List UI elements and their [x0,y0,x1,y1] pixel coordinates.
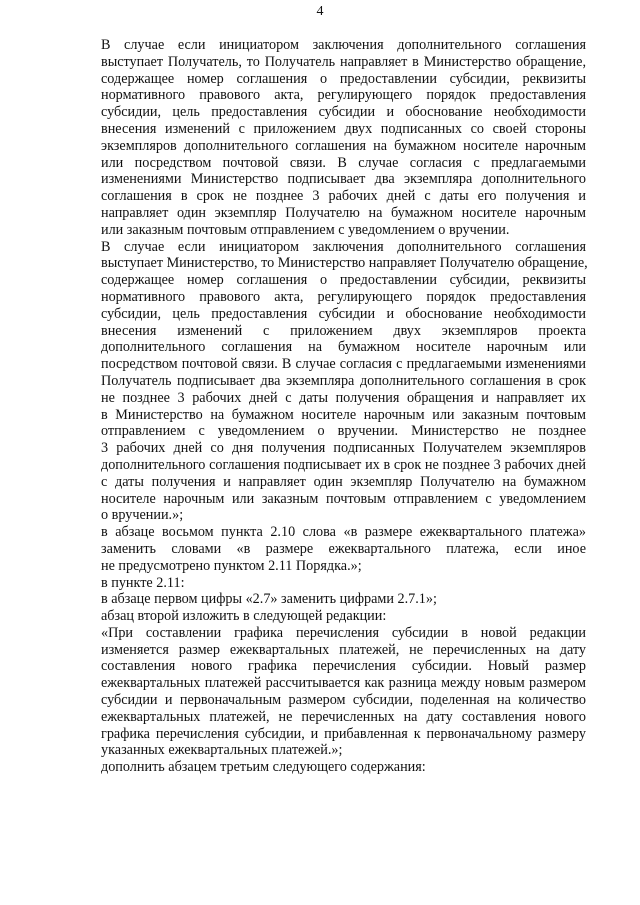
text-line: изменениями Министерство подписывает два экземпляра дополнительного [101,171,586,188]
text-line: в Министерство на бумажном носителе нарочным или заказным почтовым [101,406,586,423]
text-line: внесения изменений с приложением двух подписанных со своей стороны [101,120,586,137]
text-line: «При составлении графика перечисления субсидии в новой редакции [101,624,586,641]
text-line: абзац второй изложить в следующей редакции: [101,608,387,625]
text-line: субсидии, цель предоставления субсидии и обоснование необходимости [101,305,586,322]
text-line: выступает Получатель, то Получатель направляет в Министерство обращение, [101,53,586,70]
text-line: не предусмотрено пунктом 2.11 Порядка.»; [101,557,362,574]
text-line: внесения изменений с приложением двух экземпляров проекта [101,322,586,339]
text-line: соглашения в срок не позднее 3 рабочих дней с даты его получения и [101,188,586,205]
text-line: дополнить абзацем третьим следующего содержания: [101,759,426,776]
text-line: графика перечисления субсидии, и прибавленная к первоначальному размеру [101,725,586,742]
text-line: изменяется размер ежеквартальных платежей, не перечисленных на дату [101,641,586,658]
text-line: в пункте 2.11: [101,574,185,591]
text-line: экземпляров дополнительного соглашения на бумажном носителе нарочным [101,137,586,154]
paragraph [61,37,586,239]
text-line: ежеквартальных платежей, не перечисленных на дату составления нового [101,708,586,725]
text-line: дополнительного соглашения подписывает их в срок не позднее 3 рабочих дней [101,456,586,473]
text-line: В случае если инициатором заключения дополнительного соглашения [101,37,586,53]
text-line: о вручении.»; [101,507,184,524]
text-line: отправлением с уведомлением о вручении. Министерство не позднее [101,423,586,440]
text-line: или посредством почтовой связи. В случае согласия с предлагаемыми [101,154,586,171]
paragraph [61,239,586,525]
text-line: не позднее 3 рабочих дней с даты получения обращения и направляет их [101,389,586,406]
text-line: посредством почтовой связи. В случае согласия с предлагаемыми изменениями [101,356,586,373]
paragraph [61,759,586,776]
paragraph [61,591,586,608]
text-line: с даты получения и направляет один экземпляр Получателю на бумажном [101,473,586,490]
text-line: субсидии, цель предоставления субсидии и обоснование необходимости [101,104,586,121]
paragraph [61,625,586,759]
text-line: нормативного правового акта, регулирующего порядок предоставления [101,87,586,104]
text-line: субсидии и первоначальным размером субсидии, поделенная на количество [101,692,586,709]
paragraph [61,524,586,574]
text-line: ежеквартальных платежей рассчитывается как разница между новым размером [101,675,586,692]
text-line: 3 рабочих дней со дня получения подписанных Получателем экземпляров [101,440,586,457]
paragraph [61,575,586,592]
text-line: или заказным почтовым отправлением с уведомлением о вручении. [101,221,510,238]
text-line: выступает Министерство, то Министерство направляет Получателю обращение, [101,255,588,272]
text-line: в абзаце восьмом пункта 2.10 слова «в размере ежеквартального платежа» [101,524,586,541]
text-line: составления нового графика перечисления субсидии. Новый размер [101,658,586,675]
text-line: содержащее номер соглашения о предоставлении субсидии, реквизиты [101,272,586,289]
text-line: В случае если инициатором заключения дополнительного соглашения [101,238,586,255]
document-body [61,37,586,776]
page-number: 4 [316,4,324,19]
text-line: дополнительного соглашения на бумажном носителе нарочным или [101,339,586,356]
text-line: указанных ежеквартальных платежей.»; [101,742,343,759]
text-line: заменить словами «в размере ежеквартального платежа, если иное [101,540,586,557]
text-line: направляет один экземпляр Получателю на бумажном носителе нарочным [101,204,586,221]
paragraph [61,608,586,625]
text-line: нормативного правового акта, регулирующего порядок предоставления [101,288,586,305]
text-line: носителе нарочным или заказным почтовым отправлением с уведомлением [101,490,586,507]
text-line: Получатель подписывает два экземпляра дополнительного соглашения в срок [101,372,586,389]
text-line: содержащее номер соглашения о предоставлении субсидии, реквизиты [101,70,586,87]
text-line: в абзаце первом цифры «2.7» заменить цифрами 2.7.1»; [101,591,437,608]
